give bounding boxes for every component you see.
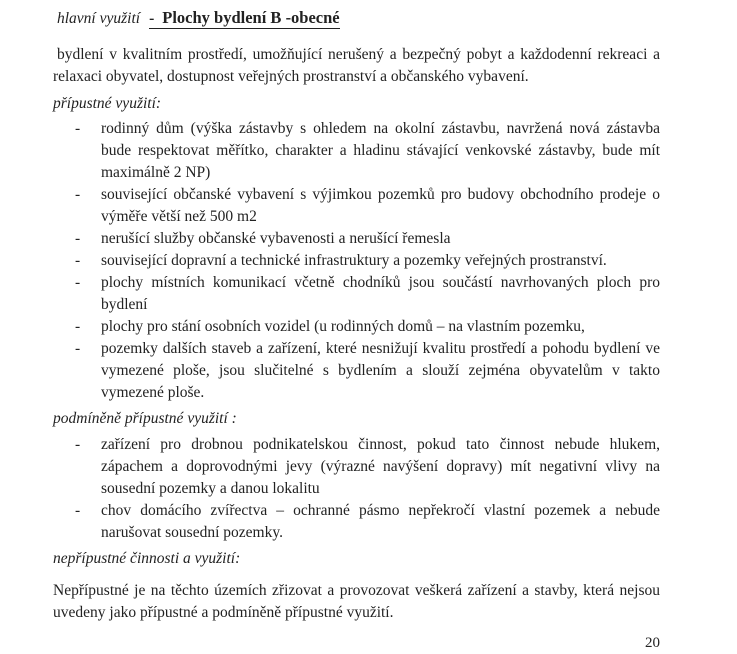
bullet-dash: - xyxy=(75,340,81,357)
bullet-dash: - xyxy=(75,318,81,335)
section-heading-impermissible-use: nepřípustné činnosti a využití: xyxy=(53,550,241,567)
impermissible-use-paragraph: Nepřípustné je na těchto územích zřizovat a provozovat veškerá zařízení a stavby, která nejsou uvedeny jako přípustné a podmíněně přípustné využití. xyxy=(53,582,660,621)
bullet-dash: - xyxy=(75,252,81,269)
list-item-text: související občanské vybavení s výjimkou pozemků pro budovy obchodního prodeje o výměře větší než 500 m2 xyxy=(101,186,660,225)
heading-title-group xyxy=(149,10,340,29)
list-item xyxy=(53,250,660,272)
bullet-dash: - xyxy=(75,120,81,137)
list-item xyxy=(53,184,660,228)
list-item xyxy=(53,434,660,500)
list-item xyxy=(53,316,660,338)
bullet-dash: - xyxy=(75,230,81,247)
list-item-text: související dopravní a technické infrastruktury a pozemky veřejných prostranství. xyxy=(101,252,607,269)
heading-use-label: hlavní využití xyxy=(57,10,141,27)
page-number: 20 xyxy=(645,635,660,651)
bullet-dash: - xyxy=(75,502,81,519)
list-item-text: pozemky dalších staveb a zařízení, které nesnižují kvalitu prostředí a pohodu bydlení ve vymezené ploše, jsou slučitelné s bydlením a slouží zejména obyvatelům v takto vymezené ploše. xyxy=(101,340,660,401)
list-item xyxy=(53,118,660,184)
bullet-dash: - xyxy=(75,186,81,203)
bullet-dash: - xyxy=(75,274,81,291)
heading-zone-title: Plochy bydlení B -obecné xyxy=(162,8,340,27)
section-heading-conditionally-permitted-use: podmíněně přípustné využití : xyxy=(53,410,237,427)
heading-dash: - xyxy=(149,10,155,27)
list-item xyxy=(53,338,660,404)
list-item xyxy=(53,228,660,250)
list-item-text: zařízení pro drobnou podnikatelskou činnost, pokud tato činnost nebude hlukem, zápachem a doprovodnými jevy (výrazné navýšení dopravy) mít negativní vlivy na sousední pozemky a danou lokalitu xyxy=(101,436,660,497)
list-item-text: nerušící služby občanské vybavenosti a nerušící řemesla xyxy=(101,230,451,247)
section-heading-permitted-use: přípustné využití: xyxy=(53,95,162,112)
list-item-text: plochy pro stání osobních vozidel (u rodinných domů – na vlastním pozemku, xyxy=(101,318,585,335)
list-item-text: chov domácího zvířectva – ochranné pásmo nepřekročí vlastní pozemek a nebude narušovat sousední pozemky. xyxy=(101,502,660,541)
list-item xyxy=(53,272,660,316)
intro-paragraph: bydlení v kvalitním prostředí, umožňující nerušený a bezpečný pobyt a každodenní rekreaci a relaxaci obyvatel, dostupnost veřejných prostranství a občanského vybavení. xyxy=(53,46,660,85)
bullet-dash: - xyxy=(75,436,81,453)
permitted-use-list xyxy=(53,118,660,404)
list-item xyxy=(53,500,660,544)
list-item-text: rodinný dům (výška zástavby s ohledem na okolní zástavbu, navržená nová zástavba bude respektovat měřítko, charakter a hladinu stávající venkovské zástavby, bude mít maximálně 2 NP) xyxy=(101,120,660,181)
document-heading xyxy=(53,7,660,30)
conditionally-permitted-use-list xyxy=(53,434,660,544)
list-item-text: plochy místních komunikací včetně chodníků jsou součástí navrhovaných ploch pro bydlení xyxy=(101,274,660,313)
